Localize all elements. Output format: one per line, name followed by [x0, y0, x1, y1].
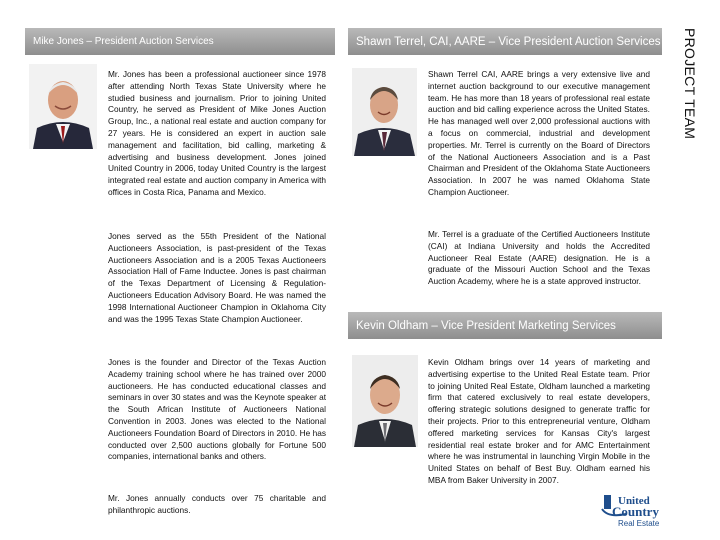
portrait-icon: [352, 68, 417, 156]
logo-line-1: United: [618, 495, 650, 507]
shawn-terrel-header: Shawn Terrel, CAI, AARE – Vice President Auction Services: [348, 28, 662, 55]
kevin-oldham-header: Kevin Oldham – Vice President Marketing Services: [348, 312, 662, 339]
kevin-oldham-photo: [352, 355, 418, 447]
page-title: PROJECT TEAM: [682, 28, 698, 140]
mike-jones-paragraph-1: Mr. Jones has been a professional auctioneer since 1978 after attending North Texas State University where he studied business and journalism. Prior to joining United Country, he served as President of Mike Jones Auction Group, Inc., a national real estate and auction company for 27 years. He is considered an expert in auction sale management and facilitation, bid calling, marketing & advertising and business development. Jones joined United Country in 2006, today United Country is the largest integrated real estate and auction company in America with offices in Costa Rica, Panama and Mexico.: [108, 69, 326, 197]
logo-line-3: Real Estate: [618, 519, 660, 528]
logo-line-2: Country: [612, 504, 659, 519]
mike-jones-paragraph-4: Mr. Jones annually conducts over 75 charitable and philanthropic auctions.: [108, 493, 326, 515]
mike-jones-header: Mike Jones – President Auction Services: [25, 28, 335, 55]
mike-jones-paragraph-3: Jones is the founder and Director of the Texas Auction Academy training school where he has trained over 2000 auctioneers. He has conducted educational classes and seminars in over 30 states and was the Keynote speaker at the South African Institute of Auctioneers National Convention in 2003. Jones was elected to the National Auctioneers Foundation Board of Directors in 2010. He has conducted over 2,500 auctions globally for Fortune 500 companies, international banks and others.: [108, 357, 326, 462]
mike-jones-photo: [29, 64, 97, 149]
kevin-oldham-paragraph-1: Kevin Oldham brings over 14 years of marketing and advertising expertise to the United Real Estate team. Prior to joining United Real Estate, Oldham launched a marketing firm that catered exclusively to real estate developers, offering strategic solutions designed to generate traffic for their projects. Prior to this entrepreneurial venture, Oldham offered marketing services for Kansas City's largest residential real estate broker and for AMC Entertainment where he was instrumental in launching Virgin Mobile in the United States on behalf of Best Buy. Oldham earned his MBA from Baker University in 2007.: [428, 357, 650, 485]
portrait-icon: [29, 64, 97, 149]
mike-jones-paragraph-2: Jones served as the 55th President of the National Auctioneers Association, is past-president of the Texas Auctioneers Association and is a 2005 Texas Auctioneers Association Hall of Fame Inductee. Jones is past chairman of the Texas Department of Licensing & Regulation-Auctioneers Education Advisory Board. He was named the 1998 International Auctioneer Champion in Oklahoma City and was the 1995 Texas State Champion Auctioneer.: [108, 231, 326, 324]
united-country-logo: [596, 492, 668, 532]
shawn-terrel-paragraph-2: Mr. Terrel is a graduate of the Certified Auctioneers Institute (CAI) at Indiana University and holds the Accredited Auctioneer Real Estate (AARE) designation. He is a graduate of the Missouri Auction School and the Texas Auction Academy, where he is a state approved instructor.: [428, 229, 650, 287]
shawn-terrel-photo: [352, 68, 417, 156]
shawn-terrel-paragraph-1: Shawn Terrel CAI, AARE brings a very extensive live and internet auction background to our executive management team. He has more than 18 years of professional real estate auction and bid calling experience across the United States. He has managed well over 2,000 professional auctions with a focus on commercial, industrial and development properties. Mr. Terrel is currently on the Board of Directors of the National Auctioneers Association and is a Past Chairman and President of the Oklahoma State Auctioneers Association. In 2007 he was named Oklahoma State Champion Auctioneer.: [428, 69, 650, 197]
portrait-icon: [352, 355, 418, 447]
